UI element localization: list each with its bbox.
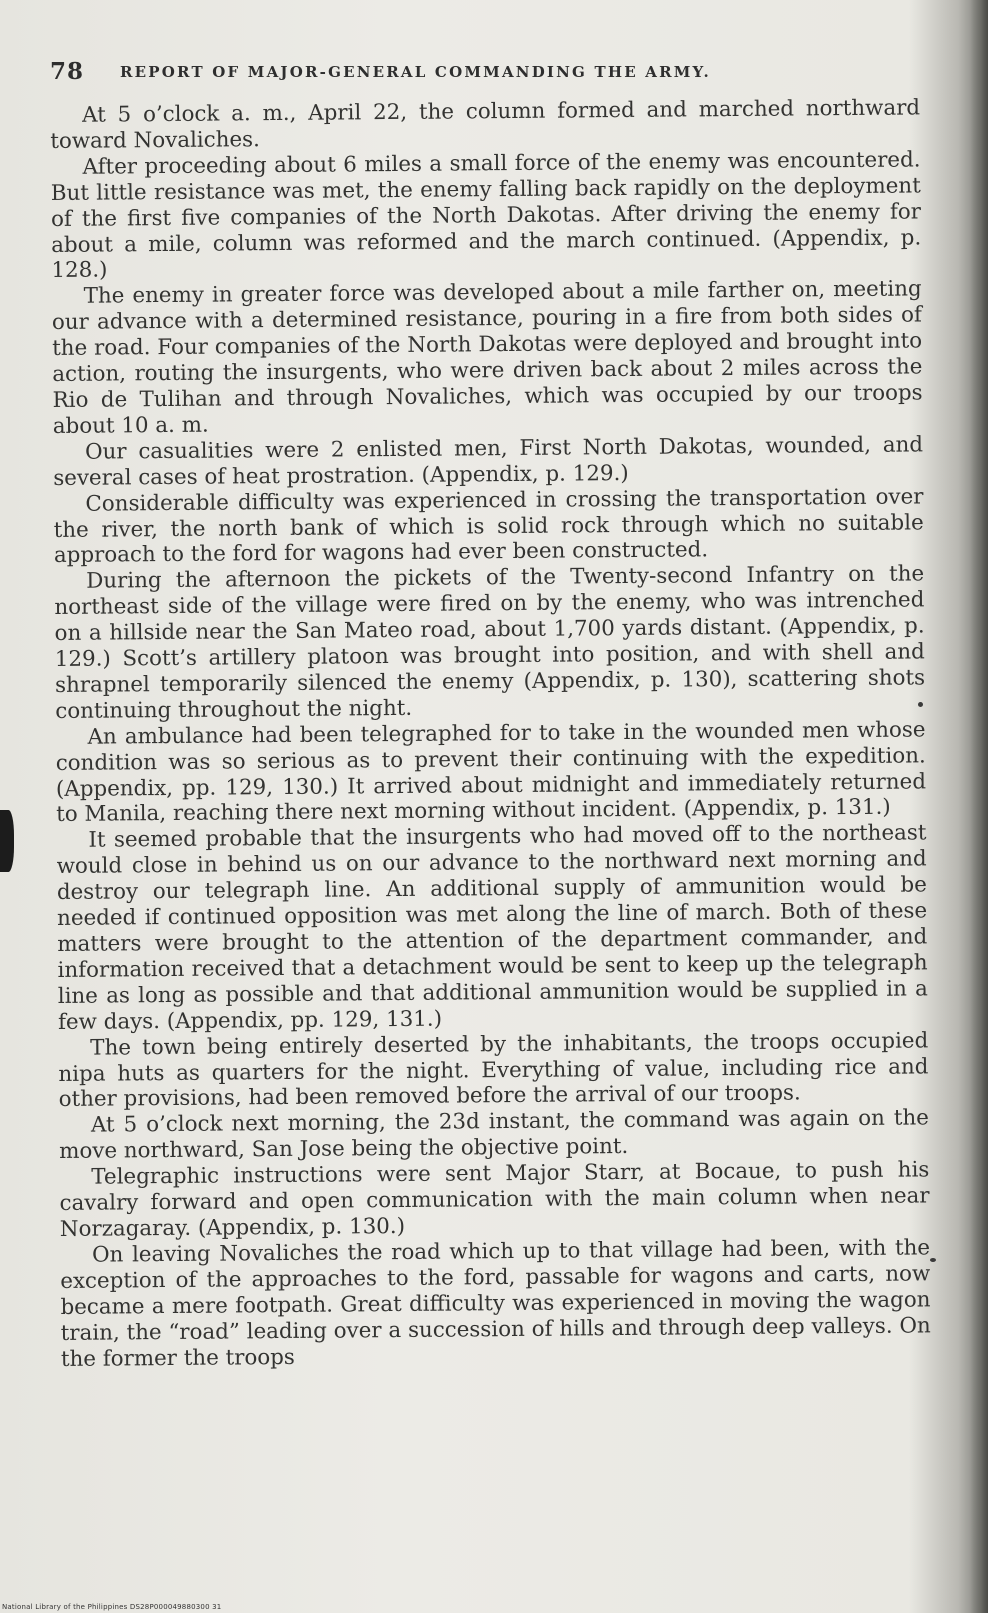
scan-credit: National Library of the Philippines DS28P000049880300 31 <box>2 1603 222 1611</box>
paragraph: During the afternoon the pickets of the Twenty-second Infantry on the northeast side of the village were fired on by the enemy, who was intrenched on a hillside near the San Mateo road, about 1,700 yards distant. (Appendix, p. 129.) Scott’s artillery platoon was brought into position, and with shell and shrapnel temporarily silenced the enemy (Appendix, p. 130), scattering shots continuing throughout the night. <box>54 561 926 724</box>
paragraph: The town being entirely deserted by the inhabitants, the troops occupied nipa huts as quarters for the night. Everything of value, including rice and other provisions, had been removed before the arrival of our troops. <box>58 1027 929 1113</box>
paragraph: An ambulance had been telegraphed for to take in the wounded men whose condition was so serious as to prevent their continuing with the expedition. (Appendix, pp. 129, 130.) It arrived about midnight and immediately returned to Manila, reaching there next morning without incident. (Appendix, p. 131.) <box>55 717 927 828</box>
page-number: 78 <box>50 58 85 85</box>
paragraph: It seemed probable that the insurgents who had moved off to the northeast would close in behind us on our advance to the northward next morning and destroy our telegraph line. An additional supply of ammunition would be needed if continued opposition was met along the line of march. Both of these matters were brought to the attention of the department commander, and information received that a detachment would be sent to keep up the telegraph line as long as possible and that additional ammunition would be supplied in a few days. (Appendix, pp. 129, 131.) <box>56 820 928 1035</box>
page-header <box>50 58 850 88</box>
paragraph: At 5 o’clock next morning, the 23d instant, the command was again on the move northward, San Jose being the objective point. <box>59 1105 930 1165</box>
paragraph: After proceeding about 6 miles a small force of the enemy was encountered. But little resistance was met, the enemy falling back rapidly on the deployment of the first five companies of the North Dakotas. After driving the enemy for about a mile, column was reformed and the march continued. (Appendix, p. 128.) <box>50 147 922 284</box>
paragraph: Telegraphic instructions were sent Major Starr, at Bocaue, to push his cavalry forward and open communication with the main column when near Norzagaray. (Appendix, p. 130.) <box>59 1157 930 1242</box>
binding-shadow <box>0 810 14 872</box>
page-edge-shadow <box>970 0 988 1613</box>
paragraph: The enemy in greater force was developed about a mile farther on, meeting our advance with a determined resistance, pouring in a fire from both sides of the road. Four companies of the North Dakotas were deployed and brought into action, routing the insurgents, who were driven back about 2 miles across the Rio de Tulihan and through Novaliches, which was occupied by our troops about 10 a. m. <box>51 276 923 439</box>
paragraph: On leaving Novaliches the road which up to that village had been, with the exception of the approaches to the ford, passable for wagons and carts, now became a mere footpath. Great difficulty was experienced in moving the wagon train, the “road” leading over a succession of hills and through deep valleys. On the former the troops <box>60 1235 931 1372</box>
paragraph: Considerable difficulty was experienced in crossing the transportation over the river, the north bank of which is solid rock through which no suitable approach to the ford for wagons had ever been constructed. <box>53 483 924 569</box>
paragraph: At 5 o’clock a. m., April 22, the column formed and marched northward toward Novaliches. <box>50 95 921 154</box>
body-text <box>50 95 931 1372</box>
scan-speck <box>930 1258 936 1262</box>
scan-speck <box>918 702 923 707</box>
paragraph: Our casualities were 2 enlisted men, First North Dakotas, wounded, and several cases of heat prostration. (Appendix, p. 129.) <box>53 432 924 491</box>
running-head: REPORT OF MAJOR-GENERAL COMMANDING THE ARMY. <box>120 63 711 81</box>
